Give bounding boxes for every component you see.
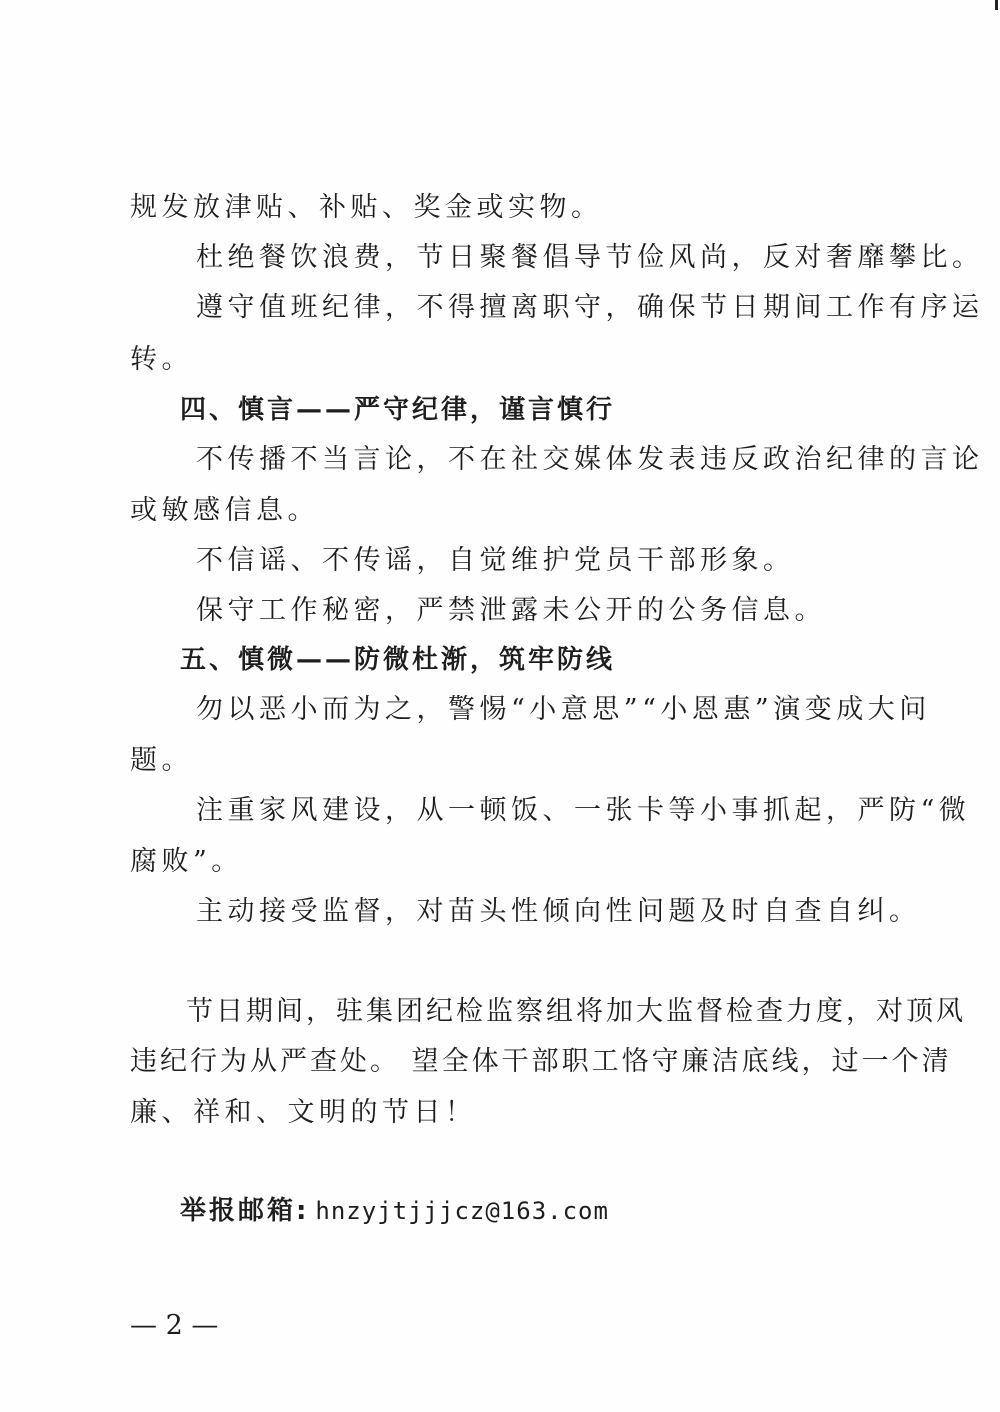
text-line: 节日期间，驻集团纪检监察组将加大监督检查力度，对顶风 [186, 996, 966, 1027]
text-line: 题。 [130, 745, 193, 776]
text-line: 不传播不当言论，不在社交媒体发表违反政治纪律的言论 [196, 444, 984, 475]
scan-edge-mark [995, 0, 998, 10]
text-line: 转。 [130, 344, 193, 375]
text-line: 勿以恶小而为之，警惕“小意思”“小恩惠”演变成大问 [196, 694, 931, 725]
text-line: 注重家风建设，从一顿饭、一张卡等小事抓起，严防“微 [196, 795, 971, 826]
text-line: 保守工作秘密，严禁泄露未公开的公务信息。 [196, 595, 826, 626]
report-contact [180, 1198, 609, 1224]
text-line: 杜绝餐饮浪费，节日聚餐倡导节俭风尚，反对奢靡攀比。 [196, 242, 984, 273]
page-number: — 2 — [130, 1310, 219, 1341]
section-heading-5: 五、慎微——防微杜渐，筑牢防线 [180, 645, 616, 675]
report-email-label: 举报邮箱: [180, 1196, 310, 1226]
report-email[interactable]: hnzyjtjjjcz@163.com [315, 1197, 609, 1225]
text-line: 腐败”。 [130, 846, 243, 877]
text-line: 廉、祥和、文明的节日！ [130, 1097, 477, 1128]
text-line: 或敏感信息。 [130, 495, 319, 526]
section-heading-4: 四、慎言——严守纪律，谨言慎行 [180, 395, 616, 425]
text-line: 遵守值班纪律，不得擅离职守，确保节日期间工作有序运 [196, 292, 984, 323]
text-line: 规发放津贴、补贴、奖金或实物。 [130, 192, 603, 223]
text-line: 不信谣、不传谣，自觉维护党员干部形象。 [196, 545, 795, 576]
text-line: 违纪行为从严查处。 望全体干部职工恪守廉洁底线，过一个清 [130, 1046, 952, 1077]
text-line: 主动接受监督，对苗头性倾向性问题及时自查自纠。 [196, 896, 921, 927]
